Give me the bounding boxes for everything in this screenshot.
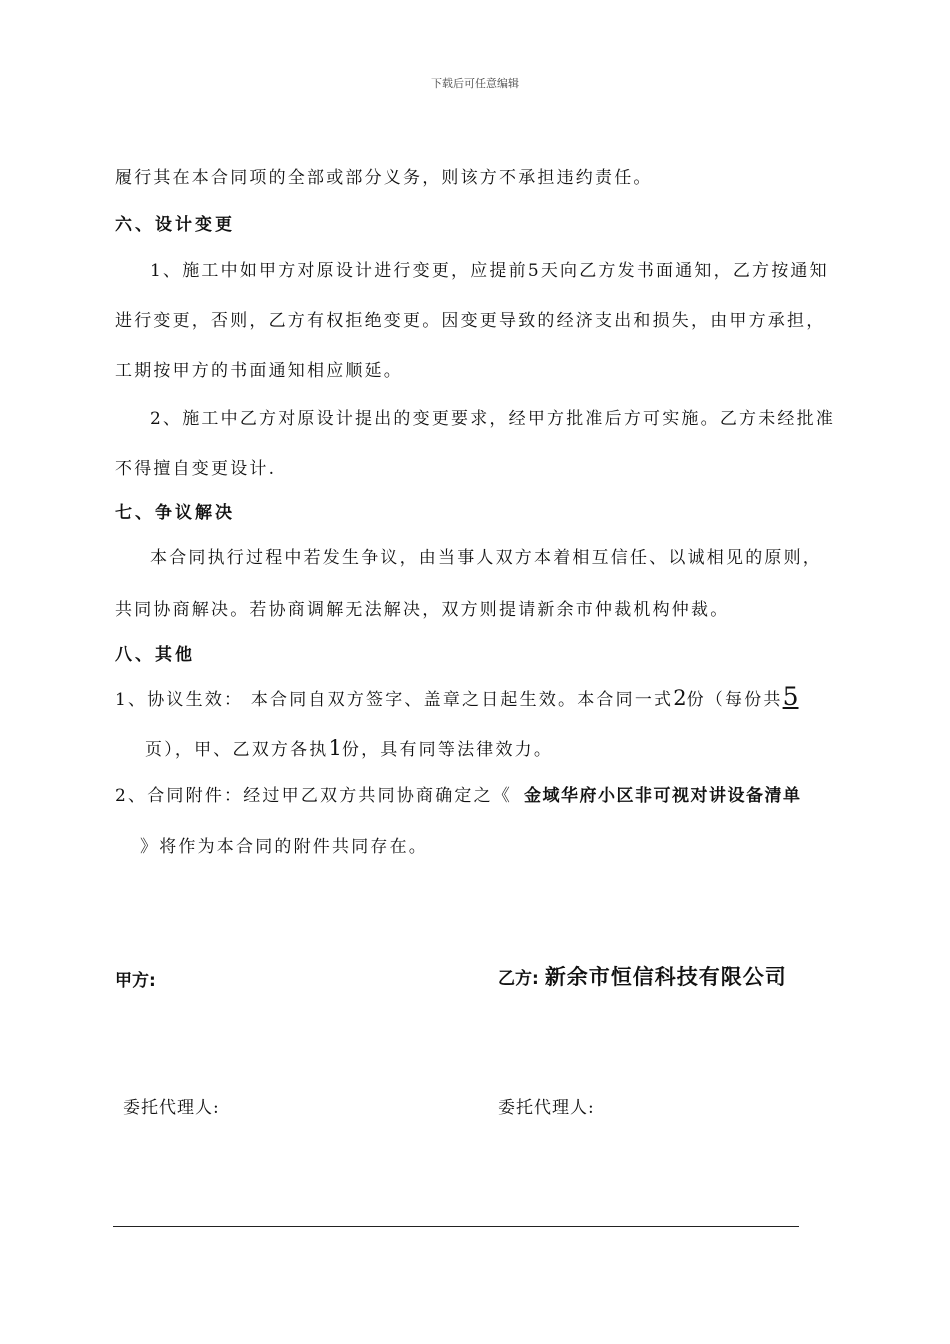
section-6-title: 六、设计变更 xyxy=(115,215,235,235)
paragraph-line: 进行变更，否则，乙方有权拒绝变更。因变更导致的经济支出和损失，由甲方承担， xyxy=(115,311,826,331)
paragraph-line: 本合同执行过程中若发生争议，由当事人双方本着相互信任、以诚相见的原则， xyxy=(150,548,822,568)
each-party-copies: 1 xyxy=(328,736,342,760)
party-b-agent-label: 委托代理人: xyxy=(498,1098,595,1118)
attachment-line-2: 》将作为本合同的附件共同存在。 xyxy=(140,837,428,857)
section-8-title: 八、其他 xyxy=(115,645,195,665)
party-b-company-name: 新余市恒信科技有限公司 xyxy=(544,965,787,989)
attachment-line xyxy=(115,781,802,806)
paragraph-line: 不得擅自变更设计. xyxy=(115,459,277,479)
paragraph-line: 2、施工中乙方对原设计提出的变更要求，经甲方批准后方可实施。乙方未经批准 xyxy=(150,409,836,429)
agreement-effect-line-2 xyxy=(145,735,553,760)
party-b-block xyxy=(498,961,787,991)
agreement-effect-line xyxy=(115,682,799,711)
agreement-effect-text-4: 份，具有同等法律效力。 xyxy=(341,740,554,760)
agreement-effect-text-2: 份（每份共 xyxy=(686,690,783,710)
paragraph-line: 1、施工中如甲方对原设计进行变更，应提前5天向乙方发书面通知，乙方按通知 xyxy=(150,261,829,281)
attachment-text: 2、合同附件：经过甲乙双方共同协商确定之《 xyxy=(115,786,513,806)
pages-count: 5 xyxy=(782,682,799,711)
page-header-note: 下载后可任意编辑 xyxy=(431,77,519,90)
paragraph-line: 履行其在本合同项的全部或部分义务，则该方不承担违约责任。 xyxy=(115,168,653,188)
agreement-effect-text-3: 页），甲、乙双方各执 xyxy=(145,740,329,760)
footer-divider xyxy=(113,1226,799,1227)
copies-count: 2 xyxy=(673,686,687,710)
party-a-label: 甲方: xyxy=(115,971,156,991)
paragraph-line: 工期按甲方的书面通知相应顺延。 xyxy=(115,361,403,381)
section-7-title: 七、争议解决 xyxy=(115,503,235,523)
attachment-name: 金域华府小区非可视对讲设备清单 xyxy=(524,786,802,806)
party-b-label: 乙方: xyxy=(498,969,539,989)
party-a-agent-label: 委托代理人: xyxy=(123,1098,220,1118)
agreement-effect-text: 1、协议生效： 本合同自双方签字、盖章之日起生效。本合同一式 xyxy=(115,690,674,710)
paragraph-line: 共同协商解决。若协商调解无法解决，双方则提请新余市仲裁机构仲裁。 xyxy=(115,600,730,620)
